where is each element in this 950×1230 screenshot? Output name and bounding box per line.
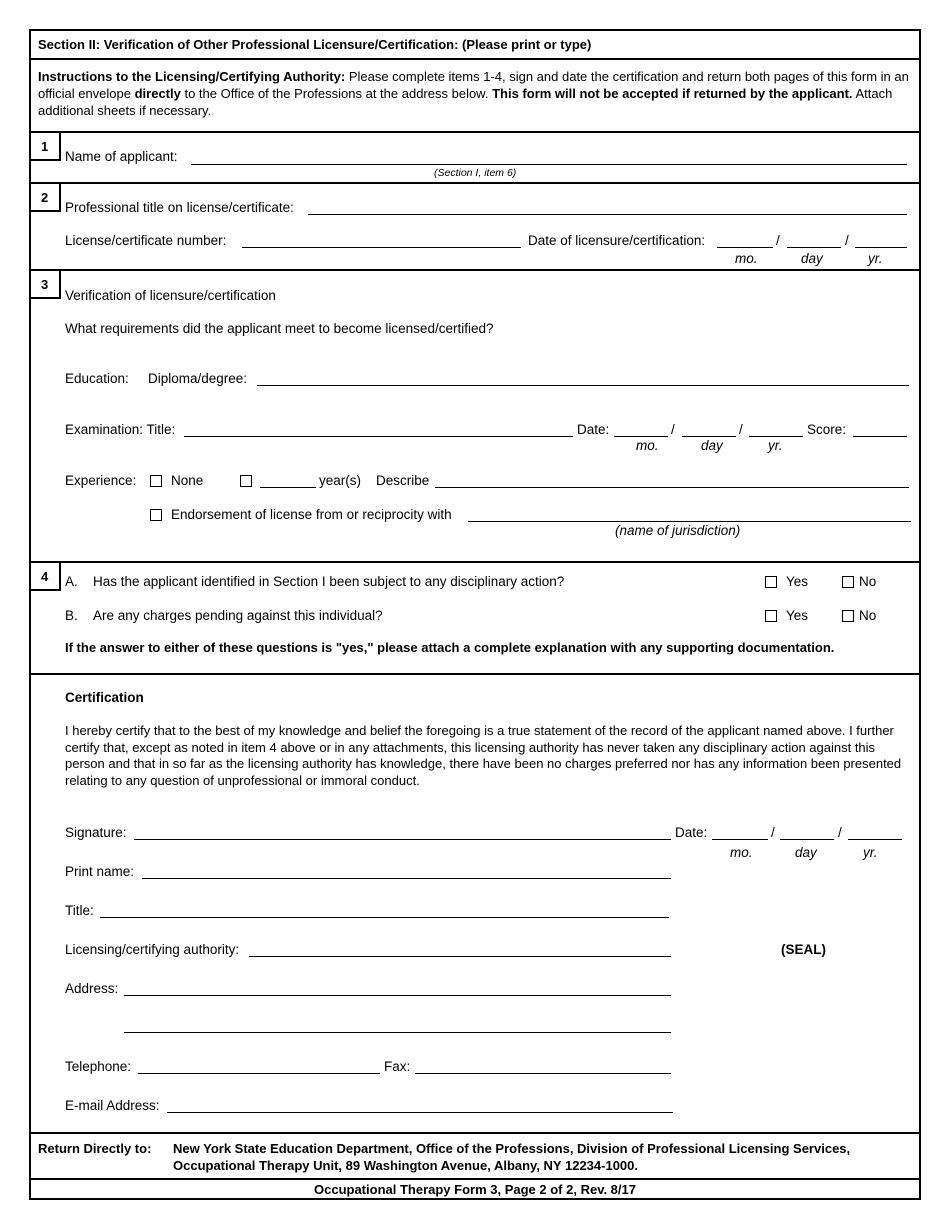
seal-placeholder: (SEAL) xyxy=(781,942,826,957)
charges-yes-checkbox[interactable] xyxy=(765,610,777,622)
title-field[interactable] xyxy=(100,917,669,918)
signature-field[interactable] xyxy=(134,839,671,840)
fax-field[interactable] xyxy=(415,1073,671,1074)
email-field[interactable] xyxy=(167,1112,673,1113)
endorsement-checkbox[interactable] xyxy=(150,509,162,521)
instructions-text: to the Office of the Professions at the address below. xyxy=(180,86,493,101)
date-separator: / xyxy=(838,825,842,840)
instructions-lead: Instructions to the Licensing/Certifying Authority: xyxy=(38,69,346,84)
license-number-label: License/certificate number: xyxy=(65,233,227,248)
license-number-field[interactable] xyxy=(242,247,521,248)
certification-statement: I hereby certify that to the best of my knowledge and belief the foregoing is a true statement of the record of the applicant named above. I further certify that, except as noted in item 4 above or in any attachments, this licensing authority has never taken any disciplinary action against this person and that in so far as the licensing authority has knowledge, there have been no charges preferred nor has any information been presented relating to any question of unprofessional or immoral conduct. xyxy=(65,723,902,788)
divider xyxy=(31,561,919,563)
item-number-1: 1 xyxy=(31,133,61,161)
applicant-name-label: Name of applicant: xyxy=(65,149,178,164)
signature-day-field[interactable] xyxy=(780,839,834,840)
date-separator: / xyxy=(776,233,780,248)
experience-years-checkbox[interactable] xyxy=(240,475,252,487)
disciplinary-yes-checkbox[interactable] xyxy=(765,576,777,588)
explanation-note: If the answer to either of these questions is "yes," please attach a complete explanation with any supporting documentation. xyxy=(65,640,835,655)
fax-label: Fax: xyxy=(384,1059,411,1074)
no-label: No xyxy=(859,574,877,589)
address-label: Address: xyxy=(65,981,119,996)
question-b-letter: B. xyxy=(65,608,78,623)
item-number-2: 2 xyxy=(31,184,61,212)
licensure-year-field[interactable] xyxy=(855,247,907,248)
divider xyxy=(31,269,919,271)
verification-heading: Verification of licensure/certification xyxy=(65,288,276,303)
date-separator: / xyxy=(771,825,775,840)
item-number-4: 4 xyxy=(31,563,61,591)
authority-field[interactable] xyxy=(249,956,671,957)
instructions-warning: This form will not be accepted if returned by the applicant. xyxy=(492,86,853,101)
diploma-field[interactable] xyxy=(257,385,909,386)
form-page xyxy=(29,29,921,1200)
section-reference-note: (Section I, item 6) xyxy=(434,167,517,179)
exam-year-field[interactable] xyxy=(749,436,803,437)
title-label: Title: xyxy=(65,903,94,918)
day-caption: day xyxy=(801,251,823,266)
score-field[interactable] xyxy=(853,436,907,437)
experience-years-field[interactable] xyxy=(260,487,316,488)
month-caption: mo. xyxy=(735,251,758,266)
instructions-text: Please complete items 1-4, sign and date the certification and return both pages of this form in an official envelope xyxy=(38,69,909,101)
no-label: No xyxy=(859,608,877,623)
question-a-letter: A. xyxy=(65,574,78,589)
print-name-label: Print name: xyxy=(65,864,135,879)
month-caption: mo. xyxy=(730,845,753,860)
professional-title-label: Professional title on license/certificate: xyxy=(65,200,294,215)
form-identifier: Occupational Therapy Form 3, Page 2 of 2, Rev. 8/17 xyxy=(314,1182,636,1197)
return-address-line-2: Occupational Therapy Unit, 89 Washington Avenue, Albany, NY 12234-1000. xyxy=(173,1158,638,1173)
instructions-directly: directly xyxy=(134,86,181,101)
year-caption: yr. xyxy=(868,251,883,266)
examination-title-field[interactable] xyxy=(184,436,573,437)
return-label: Return Directly to: xyxy=(38,1141,152,1156)
exam-day-field[interactable] xyxy=(682,436,736,437)
professional-title-field[interactable] xyxy=(308,214,907,215)
address-field-line-2[interactable] xyxy=(124,1032,671,1033)
none-label: None xyxy=(171,473,204,488)
telephone-field[interactable] xyxy=(138,1073,380,1074)
exam-month-field[interactable] xyxy=(614,436,668,437)
endorsement-label: Endorsement of license from or reciprocity with xyxy=(171,507,452,522)
yes-label: Yes xyxy=(786,608,809,623)
examination-date-label: Date: xyxy=(577,422,610,437)
years-label: year(s) xyxy=(319,473,362,488)
education-label: Education: xyxy=(65,371,129,386)
licensure-day-field[interactable] xyxy=(787,247,841,248)
divider xyxy=(31,58,919,60)
jurisdiction-caption: (name of jurisdiction) xyxy=(615,523,741,538)
licensure-month-field[interactable] xyxy=(717,247,773,248)
day-caption: day xyxy=(701,438,723,453)
section-title: Section II: Verification of Other Professional Licensure/Certification: (Please print or type) xyxy=(38,37,592,52)
experience-label: Experience: xyxy=(65,473,137,488)
applicant-name-field[interactable] xyxy=(191,164,907,165)
item-number-3: 3 xyxy=(31,271,61,299)
signature-month-field[interactable] xyxy=(712,839,768,840)
disciplinary-no-checkbox[interactable] xyxy=(842,576,854,588)
experience-description-field[interactable] xyxy=(435,487,909,488)
experience-none-checkbox[interactable] xyxy=(150,475,162,487)
divider xyxy=(31,182,919,184)
examination-title-label: Examination: Title: xyxy=(65,422,176,437)
requirements-question: What requirements did the applicant meet to become licensed/certified? xyxy=(65,321,494,336)
divider xyxy=(31,131,919,133)
yes-label: Yes xyxy=(786,574,809,589)
disciplinary-action-question: Has the applicant identified in Section I been subject to any disciplinary action? xyxy=(93,574,565,589)
certification-heading: Certification xyxy=(65,690,144,705)
divider xyxy=(31,1132,919,1134)
instructions-text: Attach additional sheets if necessary. xyxy=(38,86,893,118)
telephone-label: Telephone: xyxy=(65,1059,132,1074)
print-name-field[interactable] xyxy=(142,878,671,879)
describe-label: Describe xyxy=(376,473,430,488)
address-field-line-1[interactable] xyxy=(124,995,671,996)
date-separator: / xyxy=(671,422,675,437)
signature-label: Signature: xyxy=(65,825,127,840)
instructions xyxy=(38,68,914,119)
return-address-line-1: New York State Education Department, Office of the Professions, Division of Professional Licensing Services, xyxy=(173,1141,851,1156)
day-caption: day xyxy=(795,845,817,860)
date-separator: / xyxy=(845,233,849,248)
month-caption: mo. xyxy=(636,438,659,453)
authority-label: Licensing/certifying authority: xyxy=(65,942,240,957)
charges-no-checkbox[interactable] xyxy=(842,610,854,622)
diploma-label: Diploma/degree: xyxy=(148,371,248,386)
signature-year-field[interactable] xyxy=(848,839,902,840)
score-label: Score: xyxy=(807,422,847,437)
charges-pending-question: Are any charges pending against this individual? xyxy=(93,608,383,623)
divider xyxy=(31,673,919,675)
licensure-date-label: Date of licensure/certification: xyxy=(528,233,706,248)
year-caption: yr. xyxy=(768,438,783,453)
divider xyxy=(31,1178,919,1180)
signature-date-label: Date: xyxy=(675,825,708,840)
year-caption: yr. xyxy=(863,845,878,860)
jurisdiction-field[interactable] xyxy=(468,521,911,522)
email-label: E-mail Address: xyxy=(65,1098,160,1113)
date-separator: / xyxy=(739,422,743,437)
